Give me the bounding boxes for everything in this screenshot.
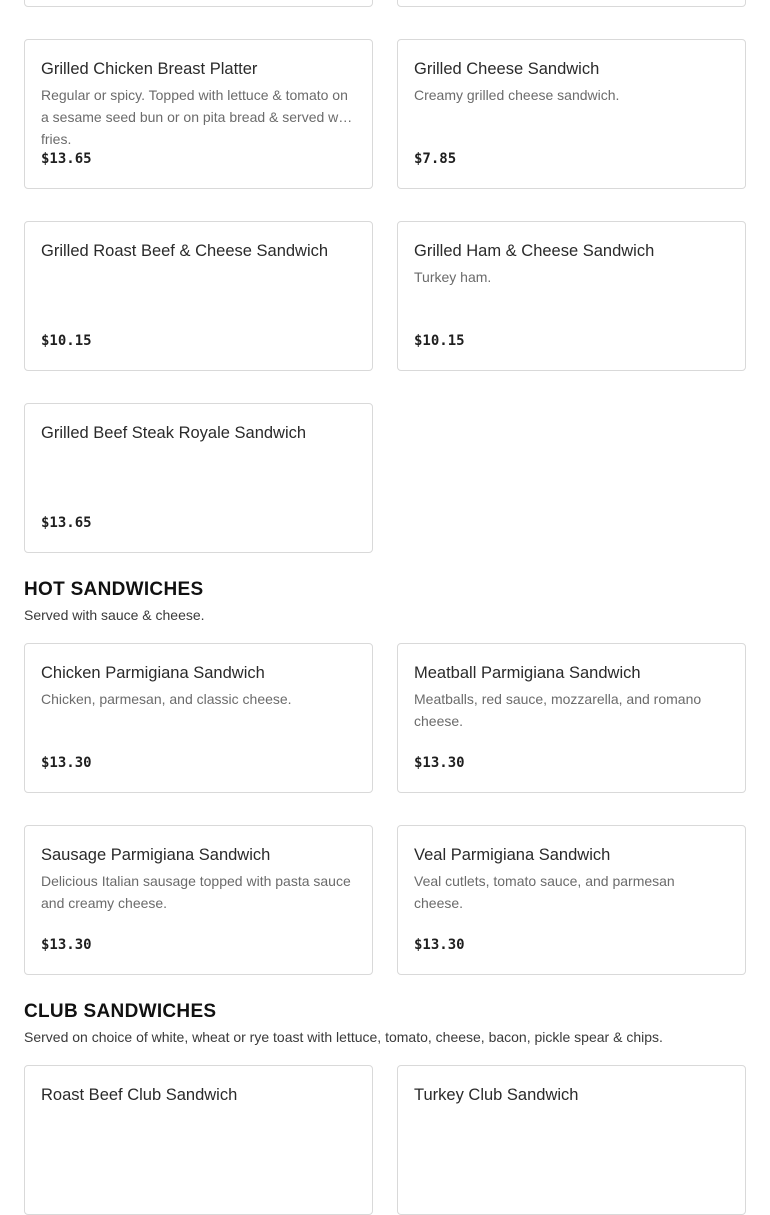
menu-item-card[interactable] [397, 0, 746, 7]
menu-item-card[interactable] [397, 643, 746, 793]
menu-item-name: Grilled Ham & Cheese Sandwich [414, 242, 655, 260]
menu-item-description: Creamy grilled cheese sandwich. [414, 87, 620, 103]
menu-item-name: Grilled Roast Beef & Cheese Sandwich [41, 242, 329, 260]
section-title-hot-sandwiches: HOT SANDWICHES [24, 579, 204, 600]
menu-item-card[interactable] [24, 1065, 373, 1215]
menu-item-description: Delicious Italian sausage topped with pasta sauce and creamy cheese. [41, 873, 351, 911]
menu-item-price: $13.30 [414, 755, 465, 771]
menu-item-price: $13.65 [41, 515, 92, 531]
menu-item-description: Regular or spicy. Topped with lettuce & tomato on a sesame seed bun or on pita bread & served with fries. [41, 87, 354, 147]
menu-item-name: Turkey Club Sandwich [414, 1086, 579, 1104]
menu-item-price: $10.15 [41, 333, 92, 349]
menu-item-price: $13.30 [414, 937, 465, 953]
menu-item-name: Roast Beef Club Sandwich [41, 1086, 238, 1104]
menu-item-name: Grilled Beef Steak Royale Sandwich [41, 424, 307, 442]
menu-item-name: Meatball Parmigiana Sandwich [414, 664, 641, 682]
menu-item-name: Chicken Parmigiana Sandwich [41, 664, 265, 682]
menu-item-name: Grilled Chicken Breast Platter [41, 60, 258, 78]
menu-item-card[interactable] [24, 39, 373, 189]
menu-item-description: Veal cutlets, tomato sauce, and parmesan cheese. [414, 873, 675, 911]
section-title-club-sandwiches: CLUB SANDWICHES [24, 1001, 217, 1022]
menu-item-price: $10.15 [414, 333, 465, 349]
menu-item-name: Sausage Parmigiana Sandwich [41, 846, 271, 864]
section-subtitle-club-sandwiches: Served on choice of white, wheat or rye toast with lettuce, tomato, cheese, bacon, pickle spear & chips. [24, 1029, 663, 1045]
menu-item-card[interactable] [24, 403, 373, 553]
menu-item-price: $7.85 [414, 151, 457, 167]
menu-item-price: $13.30 [41, 755, 92, 771]
menu-item-card[interactable] [24, 643, 373, 793]
menu-item-price: $13.30 [41, 937, 92, 953]
section-subtitle-hot-sandwiches: Served with sauce & cheese. [24, 607, 205, 623]
menu-item-price: $13.65 [41, 151, 92, 167]
menu-item-name: Veal Parmigiana Sandwich [414, 846, 611, 864]
menu-item-card[interactable] [24, 825, 373, 975]
menu-item-description: Chicken, parmesan, and classic cheese. [41, 691, 292, 707]
menu-item-card[interactable] [24, 221, 373, 371]
menu-item-card[interactable] [24, 0, 373, 7]
menu-item-card[interactable] [397, 39, 746, 189]
menu-item-name: Grilled Cheese Sandwich [414, 60, 600, 78]
menu-item-description: Turkey ham. [414, 269, 492, 285]
menu-item-description: Meatballs, red sauce, mozzarella, and romano cheese. [414, 691, 702, 729]
menu-item-card[interactable] [397, 221, 746, 371]
menu-item-card[interactable] [397, 825, 746, 975]
menu-item-card[interactable] [397, 1065, 746, 1215]
